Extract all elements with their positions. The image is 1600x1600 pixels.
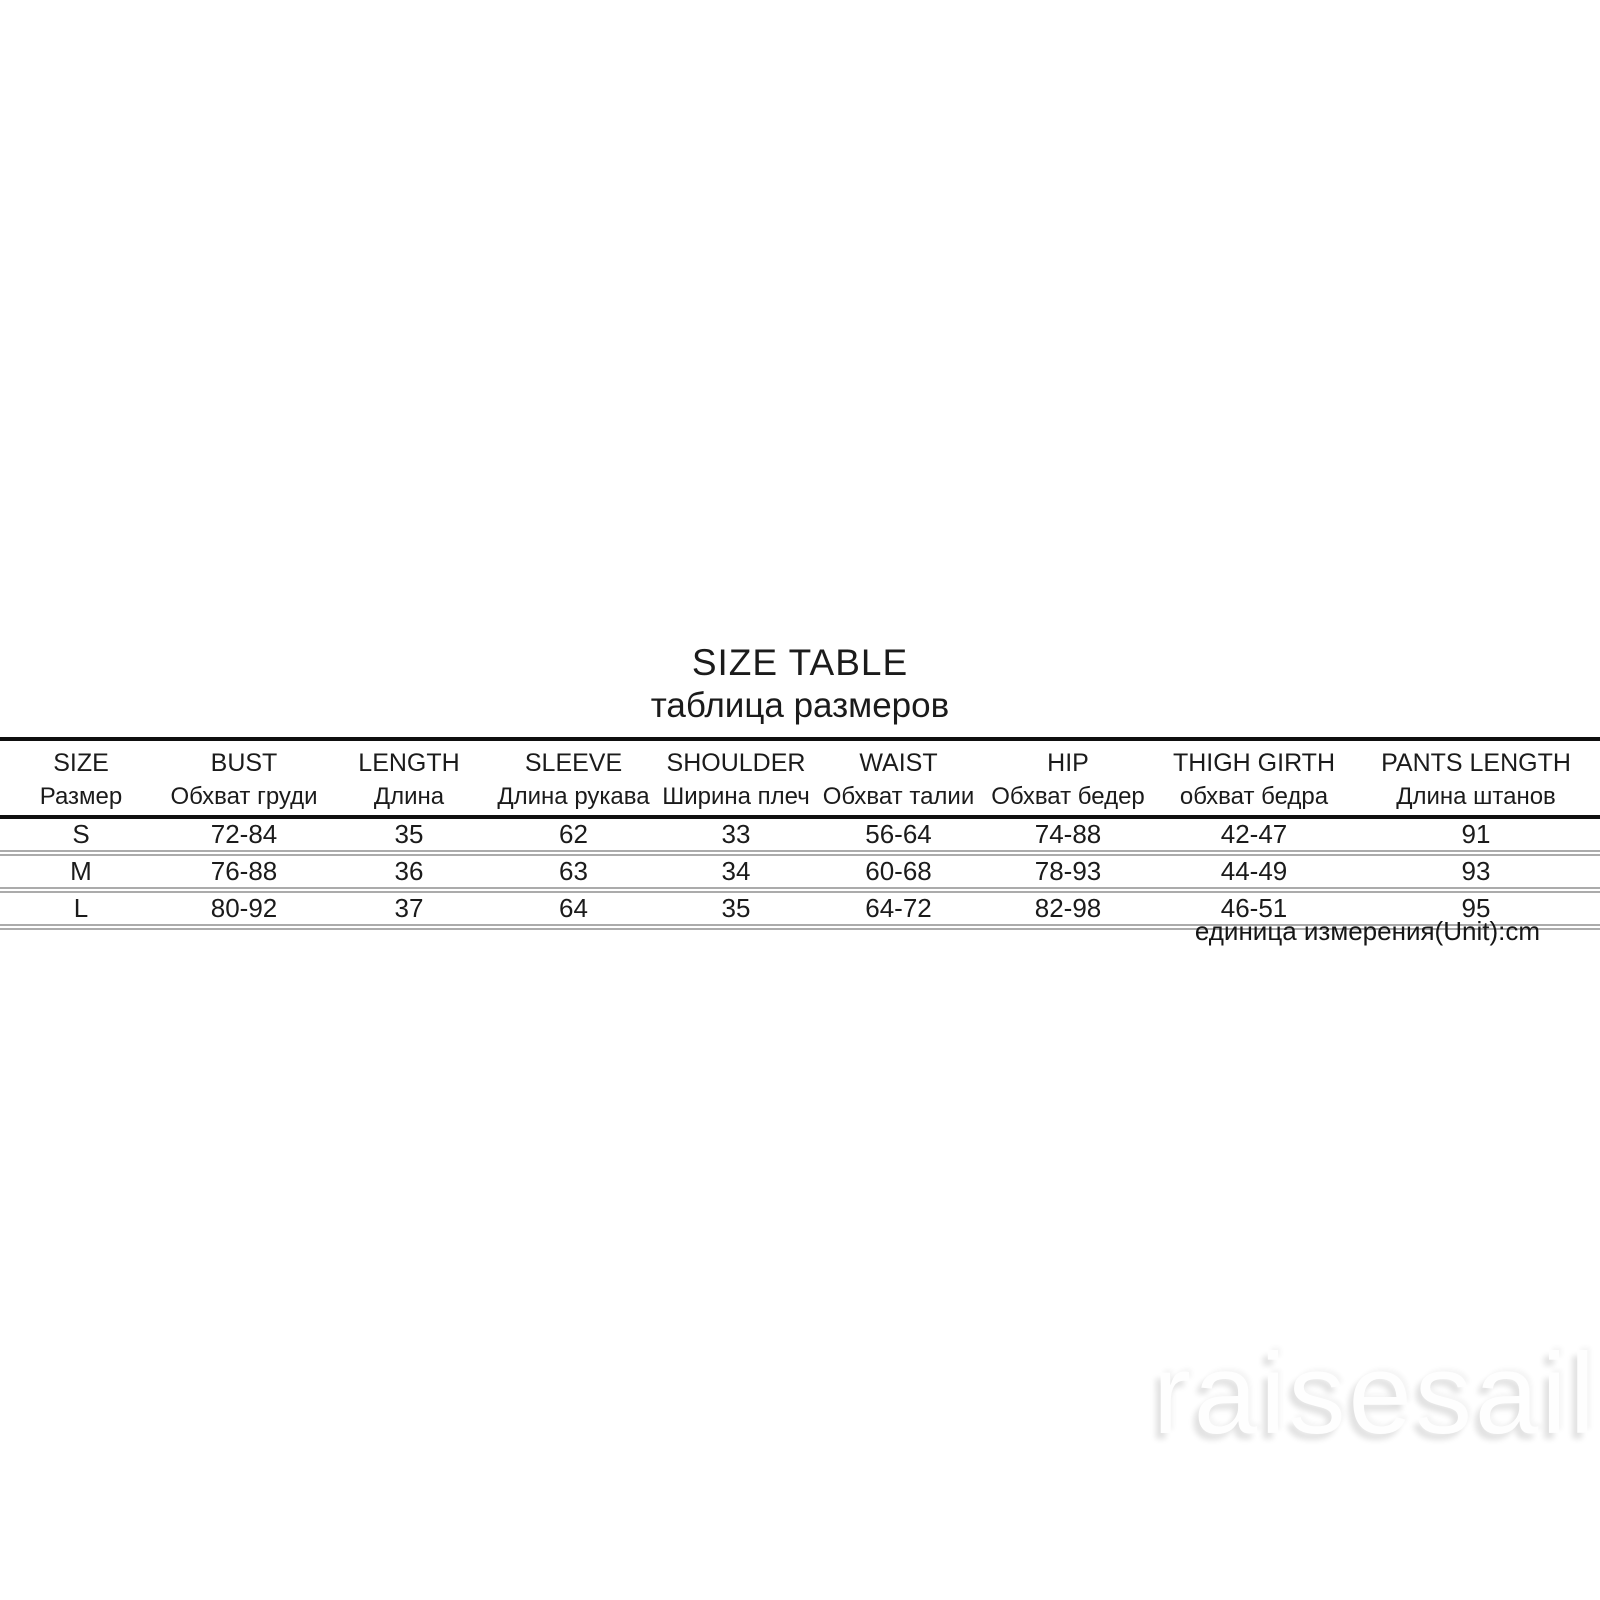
watermark: raisesail bbox=[1152, 1331, 1598, 1458]
value-cell: 35 bbox=[326, 817, 492, 853]
value-cell: 93 bbox=[1352, 853, 1600, 890]
table-header bbox=[0, 739, 1600, 817]
value-cell: 34 bbox=[655, 853, 817, 890]
col-header-en-hip: HIP bbox=[1047, 749, 1089, 777]
value-cell: 60-68 bbox=[817, 853, 980, 890]
value-cell: 80-92 bbox=[162, 890, 326, 927]
value-cell: 37 bbox=[326, 890, 492, 927]
header-row-ru bbox=[0, 781, 1600, 817]
col-header-en-shoulder: SHOULDER bbox=[666, 749, 806, 777]
page-subtitle: таблица размеров bbox=[650, 686, 950, 725]
col-header-en-pants-length: PANTS LENGTH bbox=[1381, 749, 1571, 777]
col-header-ru-sleeve: Длина рукава bbox=[497, 782, 650, 810]
col-header-en-sleeve: SLEEVE bbox=[524, 749, 623, 777]
col-header-ru-thigh-girth: обхват бедра bbox=[1179, 782, 1329, 810]
value-cell: 95 bbox=[1352, 890, 1600, 927]
table-row-s bbox=[0, 817, 1600, 853]
col-header-ru-length: Длина bbox=[373, 782, 445, 810]
col-header-en-waist: WAIST bbox=[859, 749, 938, 777]
header-row-en bbox=[0, 739, 1600, 781]
col-header-ru-shoulder: Ширина плеч bbox=[662, 782, 810, 810]
col-header-en-length: LENGTH bbox=[358, 749, 460, 777]
table-row-m bbox=[0, 853, 1600, 890]
value-cell: 72-84 bbox=[162, 817, 326, 853]
value-cell: 46-51 bbox=[1156, 890, 1352, 927]
value-cell: 36 bbox=[326, 853, 492, 890]
value-cell: 64-72 bbox=[817, 890, 980, 927]
col-header-en-size: SIZE bbox=[53, 749, 109, 777]
value-cell: 33 bbox=[655, 817, 817, 853]
value-cell: 74-88 bbox=[980, 817, 1156, 853]
size-cell: L bbox=[0, 890, 162, 927]
size-cell: M bbox=[0, 853, 162, 890]
value-cell: 56-64 bbox=[817, 817, 980, 853]
value-cell: 91 bbox=[1352, 817, 1600, 853]
value-cell: 82-98 bbox=[980, 890, 1156, 927]
col-header-ru-bust: Обхват груди bbox=[170, 782, 318, 810]
col-header-en-thigh-girth: THIGH GIRTH bbox=[1172, 749, 1336, 777]
value-cell: 64 bbox=[492, 890, 655, 927]
value-cell: 44-49 bbox=[1156, 853, 1352, 890]
col-header-ru-size: Размер bbox=[39, 782, 123, 810]
col-header-en-bust: BUST bbox=[210, 749, 278, 777]
value-cell: 42-47 bbox=[1156, 817, 1352, 853]
size-table bbox=[0, 737, 1600, 930]
value-cell: 62 bbox=[492, 817, 655, 853]
value-cell: 63 bbox=[492, 853, 655, 890]
value-cell: 76-88 bbox=[162, 853, 326, 890]
col-header-ru-waist: Обхват талии bbox=[822, 782, 975, 810]
value-cell: 78-93 bbox=[980, 853, 1156, 890]
value-cell: 35 bbox=[655, 890, 817, 927]
size-cell: S bbox=[0, 817, 162, 853]
col-header-ru-hip: Обхват бедер bbox=[991, 782, 1145, 810]
col-header-ru-pants-length: Длина штанов bbox=[1396, 782, 1556, 810]
unit-note: единица измерения(Unit):cm bbox=[1194, 916, 1540, 946]
page-title: SIZE TABLE bbox=[691, 642, 909, 683]
